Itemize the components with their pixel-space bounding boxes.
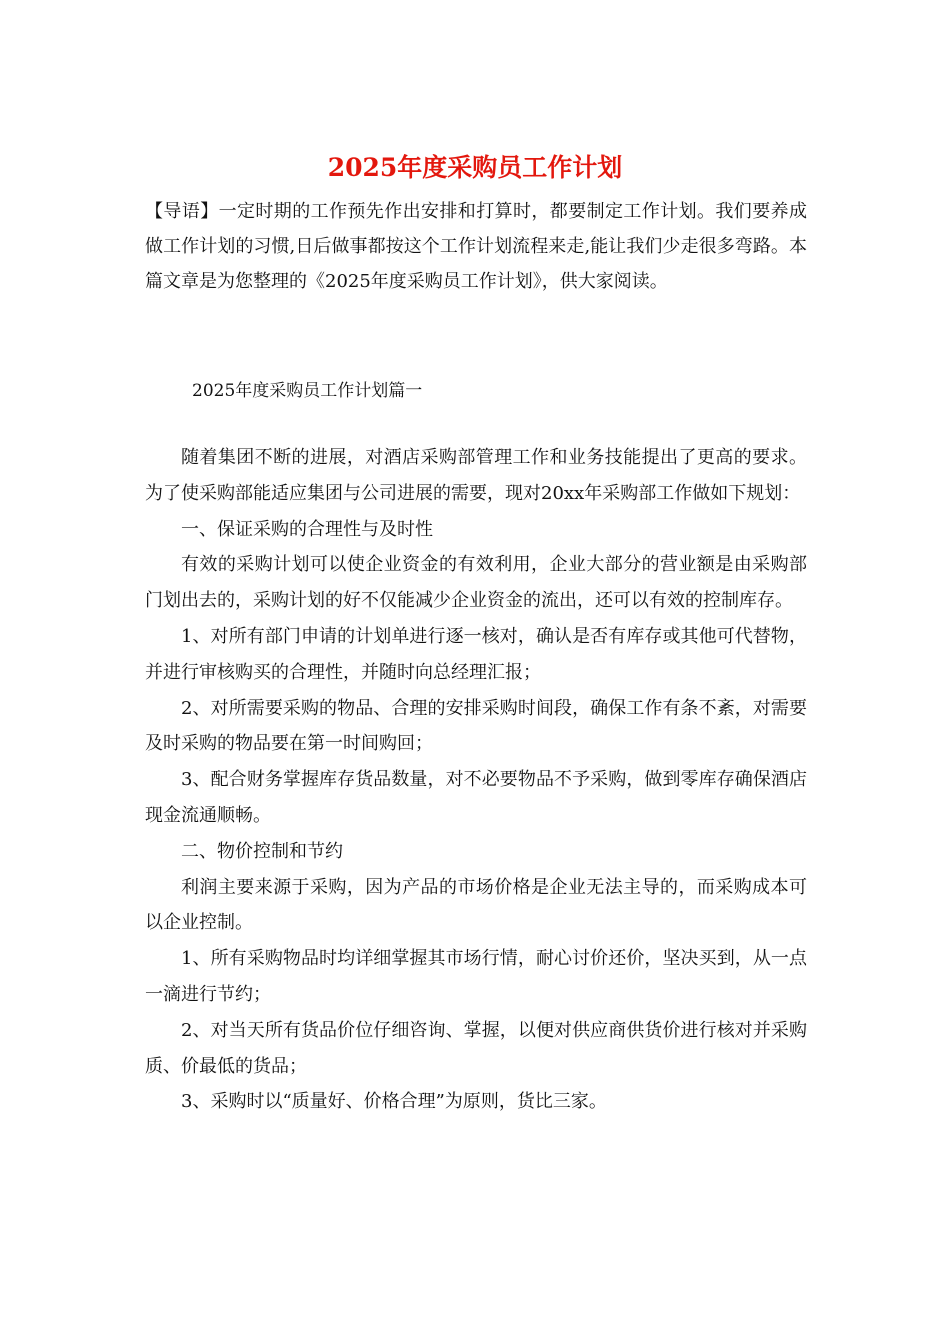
document-title: 2025年度采购员工作计划 xyxy=(327,153,623,182)
intro-paragraph: 【导语】一定时期的工作预先作出安排和打算时，都要制定工作计划。我们要养成做工作计划的习惯,日后做事都按这个工作计划流程来走,能让我们少走很多弯路。本篇文章是为您整理的《2025年度采购员工作计划》，供大家阅读。 xyxy=(145,201,807,292)
list-item: 3、采购时以“质量好、价格合理”为原则，货比三家。 xyxy=(181,1091,607,1113)
subheading-2: 二、物价控制和节约 xyxy=(181,840,343,862)
list-item: 1、所有采购物品时均详细掌握其市场行情，耐心讨价还价，坚决买到，从一点一滴进行节约； xyxy=(145,948,807,1005)
document-body xyxy=(145,440,807,1120)
section-heading: 2025年度采购员工作计划篇一 xyxy=(192,381,423,401)
body-paragraph: 利润主要来源于采购，因为产品的市场价格是企业无法主导的，而采购成本可以企业控制。 xyxy=(145,876,807,934)
body-paragraph: 随着集团不断的进展，对酒店采购部管理工作和业务技能提出了更高的要求。为了使采购部能适应集团与公司进展的需要，现对20xx年采购部工作做如下规划： xyxy=(145,447,807,504)
body-paragraph: 有效的采购计划可以使企业资金的有效利用，企业大部分的营业额是由采购部门划出去的，采购计划的好不仅能减少企业资金的流出，还可以有效的控制库存。 xyxy=(145,554,807,612)
list-item: 2、对所需要采购的物品、合理的安排采购时间段，确保工作有条不紊，对需要及时采购的物品要在第一时间购回； xyxy=(145,697,807,755)
list-item: 1、对所有部门申请的计划单进行逐一核对，确认是否有库存或其他可代替物，并进行审核购买的合理性，并随时向总经理汇报； xyxy=(145,625,807,683)
list-item: 2、对当天所有货品价位仔细咨询、掌握，以便对供应商供货价进行核对并采购质、价最低的货品； xyxy=(145,1019,807,1077)
list-item: 3、配合财务掌握库存货品数量，对不必要物品不予采购，做到零库存确保酒店现金流通顺畅。 xyxy=(145,769,807,826)
subheading-1: 一、保证采购的合理性与及时性 xyxy=(181,518,433,540)
